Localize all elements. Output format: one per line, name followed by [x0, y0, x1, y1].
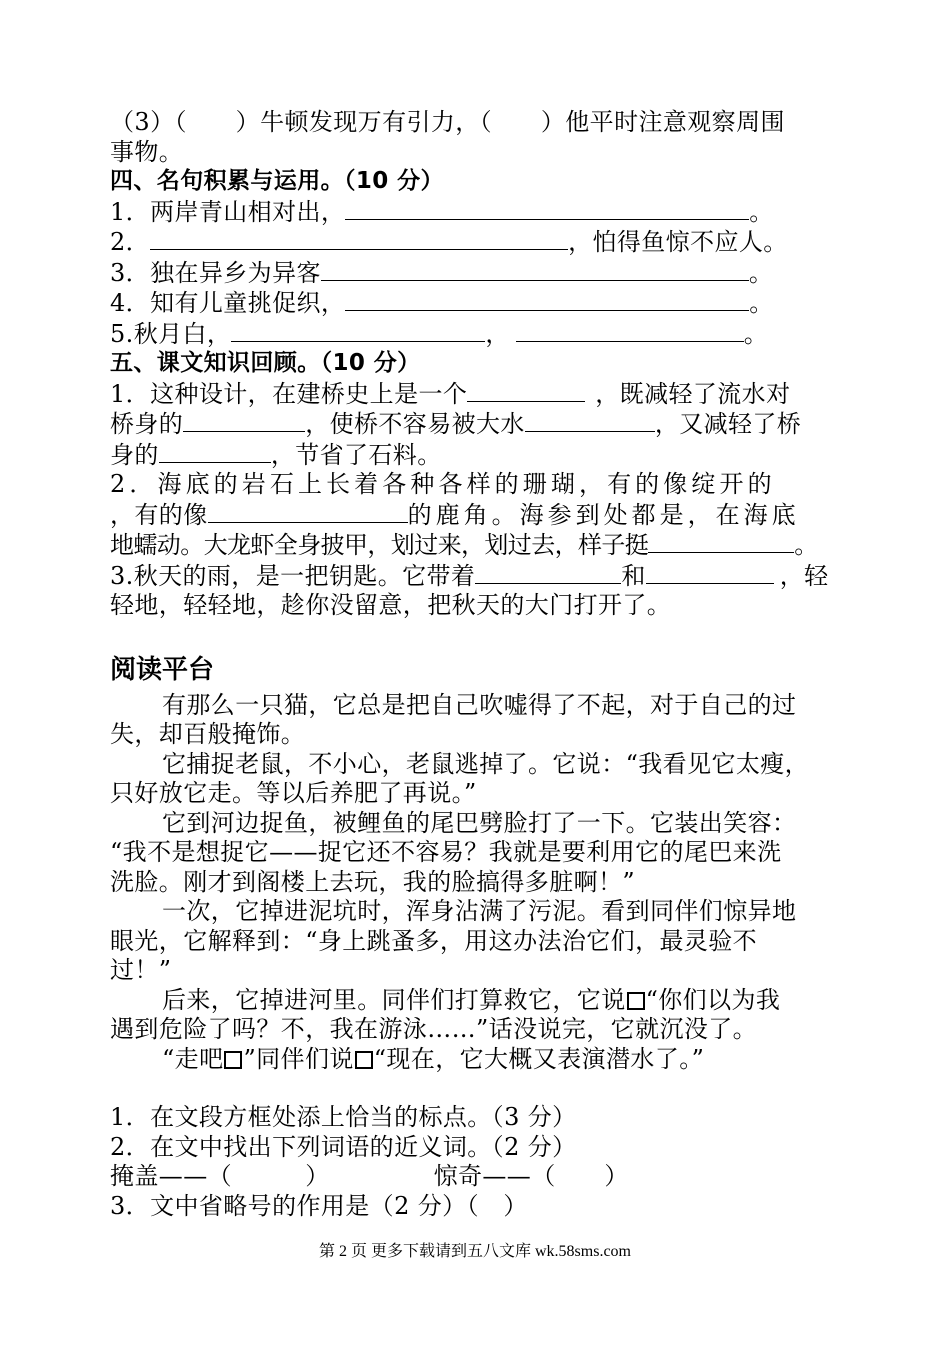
reading-p6-line-1: “走吧 ”同伴们说 “现在，它大概又表演潜水了。” [162, 1044, 705, 1073]
question-3: 3．文中省略号的作用是（2 分）（ ） [110, 1191, 528, 1220]
s4-item-3: 3．独在异乡为异客 。 [110, 258, 774, 287]
page-footer: 第 2 页 更多下载请到五八文库 wk.58sms.com [318, 1243, 631, 1260]
s5-q1-line-1: 1．这种设计，在建桥史上是一个 ，既减轻了流水对 [110, 379, 791, 408]
reading-p3-line-2: “我不是想捉它——捉它还不容易？我就是要利用它的尾巴来洗 [110, 838, 782, 866]
reading-p5-line-1: 后来，它掉进河里。同伴们打算救它，它说 “你们以为我 [162, 985, 781, 1014]
s4-item-5: 5.秋月白， ， 。 [110, 319, 769, 348]
answer-blank[interactable] [525, 409, 655, 432]
answer-blank[interactable] [321, 258, 749, 281]
s4-item-2: 2． ，怕得鱼惊不应人。 [110, 228, 788, 256]
answer-blank[interactable] [475, 561, 621, 584]
punctuation-box[interactable] [355, 1051, 373, 1069]
reading-p3-line-3: 洗脸。刚才到阁楼上去玩，我的脸搞得多脏啊！” [110, 867, 636, 896]
punctuation-box[interactable] [627, 992, 645, 1010]
section-5-title: 五、课文知识回顾。（10 分） [110, 350, 421, 376]
s5-q2-line-3: 地蠕动。大龙虾全身披甲，划过来，划过去，样子挺 。 [110, 531, 818, 559]
answer-blank[interactable] [516, 319, 744, 342]
answer-blank[interactable] [159, 440, 271, 463]
punctuation-box[interactable] [224, 1051, 242, 1069]
reading-p1-line-2: 失，却百般掩饰。 [110, 720, 306, 748]
answer-blank[interactable] [183, 409, 305, 432]
answer-blank[interactable] [646, 561, 774, 584]
answer-blank[interactable] [208, 500, 408, 523]
worksheet-page [110, 108, 872, 1221]
answer-blank[interactable] [648, 530, 794, 553]
s5-q2-line-1: 2．海底的岩石上长着各种各样的珊瑚，有的像绽开的 [110, 470, 776, 498]
q3-line-2: 事物。 [110, 137, 184, 166]
answer-blank[interactable] [345, 197, 749, 220]
s4-item-1: 1．两岸青山相对出， 。 [110, 197, 774, 226]
reading-p4-line-1: 一次，它掉进泥坑时，浑身沾满了污泥。看到同伴们惊异地 [162, 897, 797, 925]
s5-q1-line-3: 身的 ，节省了石料。 [110, 440, 442, 469]
s5-q3-line-1: 3.秋天的雨，是一把钥匙。它带着 和 ，轻 [110, 561, 829, 590]
reading-p3-line-1: 它到河边捉鱼，被鲤鱼的尾巴劈脸打了一下。它装出笑容： [162, 808, 797, 837]
s5-q1-line-2: 桥身的 ，使桥不容易被大水 ，又减轻了桥 [110, 410, 802, 438]
reading-p2-line-2: 只好放它走。等以后养肥了再说。” [110, 779, 477, 807]
answer-blank[interactable] [150, 227, 568, 250]
question-1: 1．在文段方框处添上恰当的标点。（3 分） [110, 1103, 577, 1131]
answer-blank[interactable] [231, 319, 485, 342]
reading-p4-line-2: 眼光，它解释到：“身上跳蚤多，用这办法治它们，最灵验不 [110, 926, 758, 955]
q3-line-1: （3）（ ）牛顿发现万有引力，（ ）他平时注意观察周围 [110, 108, 785, 136]
s5-q3-line-2: 轻地，轻轻地，趁你没留意，把秋天的大门打开了。 [110, 591, 672, 619]
question-2: 2．在文中找出下列词语的近义词。（2 分） [110, 1132, 577, 1161]
answer-blank[interactable] [467, 379, 585, 402]
s5-q2-line-2: ，有的像 的鹿角。海参到处都是，在海底 [110, 500, 800, 529]
answer-blank[interactable] [345, 288, 749, 311]
reading-p4-line-3: 过！” [110, 956, 172, 984]
reading-p1-line-1: 有那么一只猫，它总是把自己吹嘘得了不起，对于自己的过 [162, 690, 797, 719]
question-2-answers: 掩盖——（ ） 惊奇——（ ） [110, 1162, 629, 1190]
reading-p2-line-1: 它捕捉老鼠，不小心，老鼠逃掉了。它说：“我看见它太瘦， [162, 749, 810, 778]
reading-section-title: 阅读平台 [110, 654, 215, 685]
reading-p5-line-2: 遇到危险了吗？不，我在游泳……”话没说完，它就沉没了。 [110, 1015, 758, 1043]
section-4-title: 四、名句积累与运用。（10 分） [110, 168, 444, 194]
s4-item-4: 4．知有儿童挑促织， 。 [110, 289, 774, 317]
